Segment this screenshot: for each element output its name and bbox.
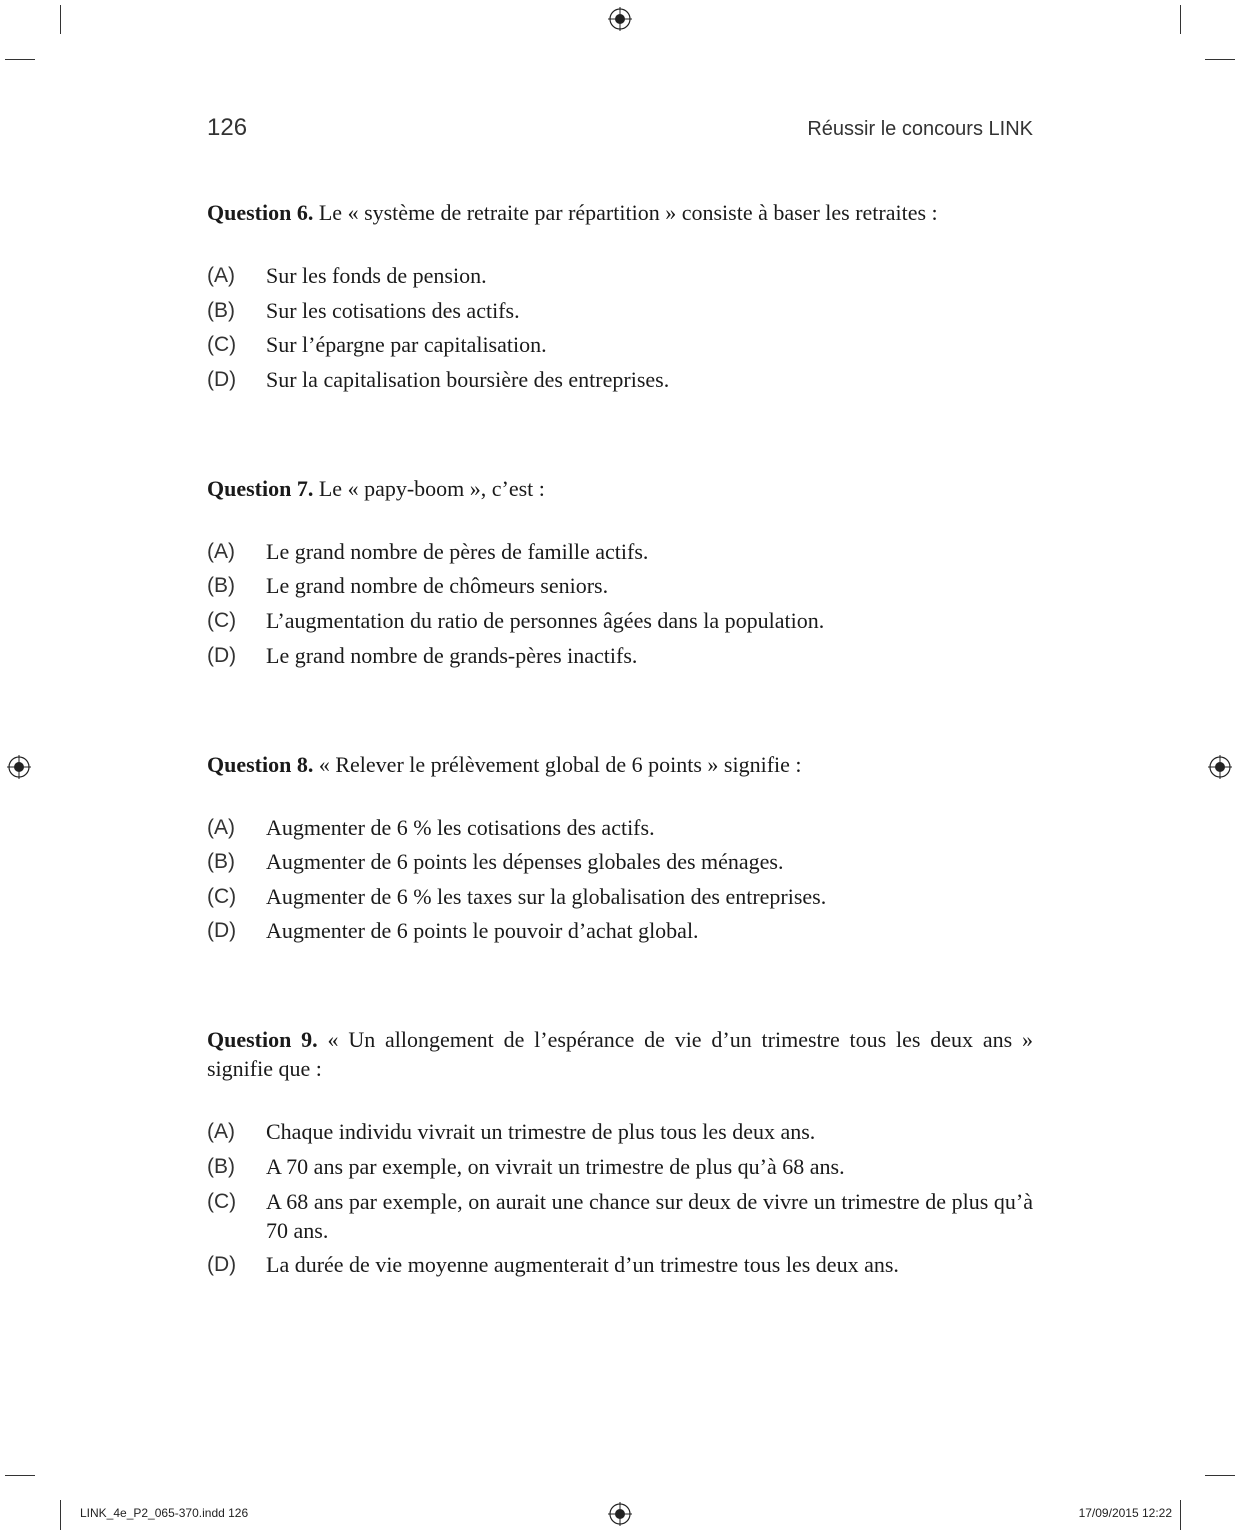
question-body: Le « papy-boom », c’est : <box>318 475 545 501</box>
crop-mark-top-right-v <box>1180 5 1181 34</box>
option-item <box>207 641 1033 670</box>
option-letter: (B) <box>207 298 235 322</box>
option-item <box>207 261 1033 290</box>
option-letter: (A) <box>207 1120 235 1144</box>
question-text <box>207 198 1033 227</box>
question-body: « Un allongement de l’espérance de vie d’un trimestre tous les deux ans » signifie que : <box>207 1027 1033 1082</box>
option-text: Le grand nombre de grands-pères inactifs. <box>266 642 638 668</box>
option-letter: (C) <box>207 608 237 632</box>
option-text: Chaque individu vivrait un trimestre de plus tous les deux ans. <box>266 1119 816 1145</box>
option-letter: (B) <box>207 1154 235 1178</box>
question-7 <box>207 474 1033 670</box>
crop-mark-top-left-h <box>5 59 35 60</box>
crop-mark-bottom-right-v <box>1180 1500 1181 1530</box>
question-label: Question 7. <box>207 475 314 501</box>
option-item <box>207 916 1033 945</box>
registration-mark-icon <box>7 755 31 779</box>
option-list <box>207 813 1033 946</box>
option-letter: (D) <box>207 1253 237 1277</box>
option-text: Le grand nombre de chômeurs seniors. <box>266 573 609 599</box>
option-item <box>207 847 1033 876</box>
option-text: Sur l’épargne par capitalisation. <box>266 332 547 358</box>
option-text: Sur les fonds de pension. <box>266 263 487 288</box>
question-label: Question 8. <box>207 751 314 777</box>
option-text: Le grand nombre de pères de famille actifs. <box>266 538 649 564</box>
slug-file: LINK_4e_P2_065-370.indd 126 <box>80 1506 249 1520</box>
option-text: Sur les cotisations des actifs. <box>266 297 520 323</box>
option-letter: (D) <box>207 367 237 391</box>
question-label: Question 9. <box>207 1027 318 1053</box>
crop-mark-top-right-h <box>1205 59 1235 60</box>
option-letter: (D) <box>207 919 237 943</box>
option-letter: (B) <box>207 850 235 874</box>
question-label: Question 6. <box>207 200 314 225</box>
option-text: La durée de vie moyenne augmenterait d’un trimestre tous les deux ans. <box>266 1252 899 1278</box>
option-text: Augmenter de 6 points le pouvoir d’achat global. <box>266 918 699 944</box>
crop-mark-top-left-v <box>60 5 61 34</box>
option-list <box>207 261 1033 394</box>
question-body: Le « système de retraite par répartition » consiste à baser les retraites : <box>318 200 938 225</box>
question-list <box>207 198 1033 1359</box>
crop-mark-bottom-left-v <box>60 1500 61 1530</box>
option-letter: (A) <box>207 815 235 839</box>
registration-mark-icon <box>608 1502 632 1526</box>
question-6 <box>207 198 1033 394</box>
option-item <box>207 1187 1033 1245</box>
registration-mark-icon <box>608 7 632 31</box>
option-item <box>207 330 1033 359</box>
option-letter: (C) <box>207 333 237 357</box>
question-8 <box>207 750 1033 946</box>
option-text: Sur la capitalisation boursière des entreprises. <box>266 366 670 392</box>
option-item <box>207 1152 1033 1181</box>
slug-date: 17/09/2015 12:22 <box>1078 1506 1172 1520</box>
question-9 <box>207 1025 1033 1279</box>
question-text <box>207 1025 1033 1083</box>
option-letter: (C) <box>207 884 237 908</box>
option-letter: (A) <box>207 539 235 563</box>
crop-mark-bottom-right-h <box>1205 1475 1235 1476</box>
running-title: Réussir le concours LINK <box>807 118 1033 140</box>
option-text: A 70 ans par exemple, on vivrait un trimestre de plus qu’à 68 ans. <box>266 1153 845 1179</box>
option-item <box>207 296 1033 325</box>
option-letter: (C) <box>207 1189 237 1213</box>
question-text <box>207 750 1033 779</box>
option-text: Augmenter de 6 points les dépenses globales des ménages. <box>266 849 784 875</box>
option-item <box>207 1117 1033 1146</box>
option-letter: (D) <box>207 643 237 667</box>
question-text <box>207 474 1033 503</box>
option-letter: (A) <box>207 264 235 287</box>
option-item <box>207 606 1033 635</box>
page-number: 126 <box>207 114 248 141</box>
option-text: Augmenter de 6 % les taxes sur la globalisation des entreprises. <box>266 883 827 909</box>
option-list <box>207 1117 1033 1279</box>
option-text: Augmenter de 6 % les cotisations des actifs. <box>266 814 655 840</box>
option-text: L’augmentation du ratio de personnes âgées dans la population. <box>266 607 825 633</box>
option-item <box>207 537 1033 566</box>
option-list <box>207 537 1033 670</box>
option-item <box>207 571 1033 600</box>
question-body: « Relever le prélèvement global de 6 points » signifie : <box>318 751 802 777</box>
crop-mark-bottom-left-h <box>5 1475 35 1476</box>
registration-mark-icon <box>1208 755 1232 779</box>
option-letter: (B) <box>207 574 235 598</box>
option-item <box>207 882 1033 911</box>
option-item <box>207 813 1033 842</box>
option-item <box>207 365 1033 394</box>
option-item <box>207 1250 1033 1279</box>
option-text: A 68 ans par exemple, on aurait une chance sur deux de vivre un trimestre de plus qu’à 70 ans. <box>266 1188 1033 1243</box>
